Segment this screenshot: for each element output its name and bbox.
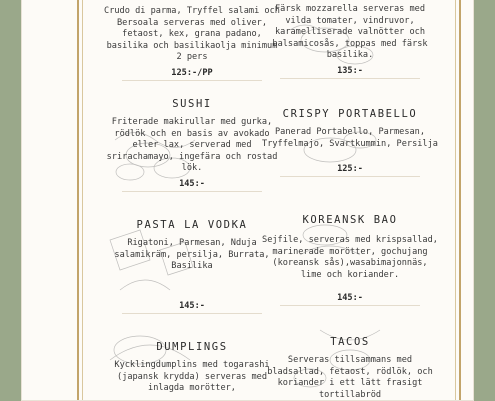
divider: [122, 191, 262, 192]
dish-price: 145:-: [179, 300, 205, 311]
dish-koreansk-bao: [260, 213, 440, 306]
dish-description: Sejfile, serveras med krispsallad, marinerade morötter, gochujang (koreansk sås),wasabimajonnäs, lime och koriander.: [262, 235, 438, 280]
dish-title: KOREANSK BAO: [302, 214, 398, 226]
dish-crispy-portabello: [260, 107, 440, 177]
divider: [122, 80, 262, 81]
dish-title: PASTA LA VODKA: [136, 219, 248, 231]
dish-price: 125:-/PP: [171, 67, 213, 78]
dish-description: Kycklingdumplins med togarashi (japansk krydda) serveras med inlagda morötter,: [114, 360, 270, 394]
dish-price: 135:-: [337, 65, 363, 76]
dish-title: TACOS: [330, 336, 370, 348]
divider: [122, 313, 262, 314]
dish-title: DUMPLINGS: [156, 341, 228, 353]
dish-description: Crudo di parma, Tryffel salami och Bersoala serveras med oliver, fetaost, kex, grana padano, basilika och basilikaolja minimum 2 pers: [104, 6, 280, 63]
divider: [280, 176, 420, 177]
dish-description: Rigatoni, Parmesan, Nduja salamikräm, persilja, Burrata, Basilika: [114, 238, 270, 272]
dish-tacos: [260, 335, 440, 401]
dish-sushi: [102, 97, 282, 192]
dish-mozzarella: [260, 0, 440, 79]
divider: [280, 305, 420, 306]
dish-description: Färsk mozzarella serveras med vilda tomater, vindruvor, karamelliserade valnötter och balsamicosås, toppas med färsk basilika.: [272, 4, 428, 61]
dish-dumplings: [102, 340, 282, 395]
dish-price: 145:-: [337, 293, 363, 304]
dish-pasta-la-vodka: [102, 218, 282, 314]
dish-description: Friterade makirullar med gurka, rödlök och en basis av avokado eller lax, serverad med srirachamayo, ingefära och rostad lök.: [106, 117, 278, 174]
divider: [280, 78, 420, 79]
dish-charcuterie: [102, 0, 282, 81]
dish-title: SUSHI: [172, 98, 212, 110]
dish-title: CRISPY PORTABELLO: [282, 108, 418, 120]
dish-description: Serveras tillsammans med bladsallad, fetaost, rödlök, och koriander i ett lätt frasigt tortillabröd: [267, 355, 433, 400]
dish-description: Panerad Portabello, Parmesan, Tryffelmajo, Svartkummin, Persilja: [262, 127, 438, 149]
dish-price: 125:-: [337, 164, 363, 175]
dish-price: 145:-: [179, 178, 205, 189]
